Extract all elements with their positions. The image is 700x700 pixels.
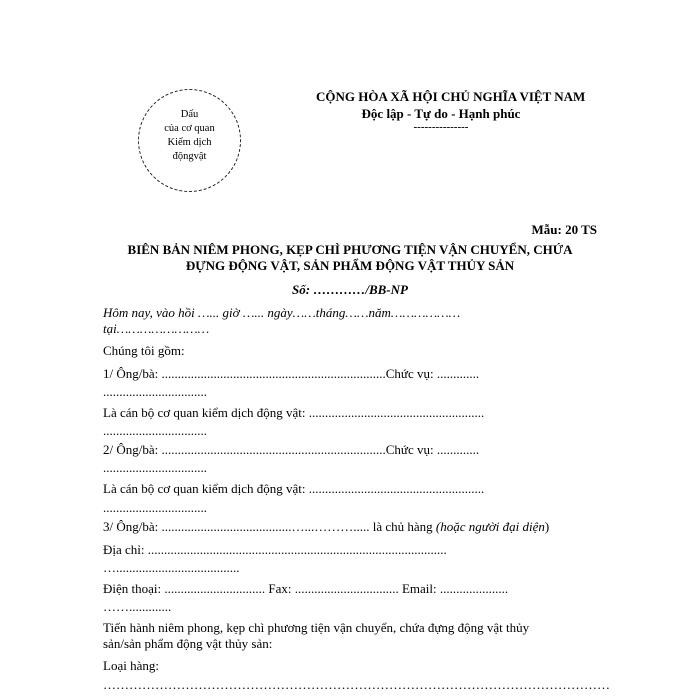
stamp-text: độngvật: [172, 151, 207, 162]
person1-continuation: ................................: [103, 384, 207, 399]
stamp-text: Dấu: [180, 109, 199, 120]
stamp-placeholder: [138, 89, 241, 192]
officer2-line: Là cán bộ cơ quan kiểm dịch động vật: ......................................................: [103, 481, 485, 496]
goods-type-dots: ………………………………………………………………………………………………………: [103, 677, 610, 692]
person3-line: [103, 519, 549, 535]
person2-continuation: ................................: [103, 460, 207, 475]
form-code: Mẫu: 20 TS: [531, 222, 597, 237]
contact-continuation: …….............: [103, 599, 172, 614]
person3-close: ): [544, 519, 550, 534]
document-title-line1: BIÊN BẢN NIÊM PHONG, KẸP CHÌ PHƯƠNG TIỆN VẬN CHUYỂN, CHỨA: [127, 242, 573, 257]
stamp-text: Kiểm dịch: [167, 137, 212, 148]
goods-type-label: Loại hàng:: [103, 658, 159, 673]
sealing-statement-cont: sản/sản phẩm động vật thủy sản:: [103, 636, 273, 651]
person1-line: 1/ Ông/bà: .....................................................................Chức vụ: .............: [103, 366, 480, 381]
date-line: Hôm nay, vào hồi …... giờ …... ngày……tháng……năm………………: [103, 305, 461, 320]
participants-heading: Chúng tôi gồm:: [103, 343, 185, 358]
stamp-text: của cơ quan: [164, 123, 215, 134]
header-divider: ---------------: [413, 121, 469, 133]
address-line: Địa chỉ: ............................................................................................: [103, 542, 447, 557]
contact-line: Điện thoại: ............................... Fax: ................................ Email: .....................: [103, 581, 509, 596]
officer2-continuation: ................................: [103, 500, 207, 515]
document-title-line2: ĐỰNG ĐỘNG VẬT, SẢN PHẨM ĐỘNG VẬT THỦY SẢN: [185, 258, 515, 273]
address-continuation: …......................................: [103, 560, 240, 575]
officer1-line: Là cán bộ cơ quan kiểm dịch động vật: ......................................................: [103, 405, 485, 420]
country-name: CỘNG HÒA XÃ HỘI CHỦ NGHĨA VIỆT NAM: [316, 89, 586, 104]
national-motto: Độc lập - Tự do - Hạnh phúc: [361, 106, 521, 121]
officer1-continuation: ................................: [103, 423, 207, 438]
sealing-statement: Tiến hành niêm phong, kẹp chì phương tiện vận chuyển, chứa đựng động vật thủy: [103, 620, 530, 635]
document-number: Số: …………/BB-NP: [292, 282, 408, 297]
location-line: tại……………………: [103, 321, 210, 336]
person2-line: 2/ Ông/bà: .....................................................................Chức vụ: .............: [103, 442, 480, 457]
person3-representative: (hoặc người đại diện: [435, 519, 545, 534]
person3-text: 3/ Ông/bà: ........................................…...………..... là chủ hàng: [103, 519, 436, 534]
